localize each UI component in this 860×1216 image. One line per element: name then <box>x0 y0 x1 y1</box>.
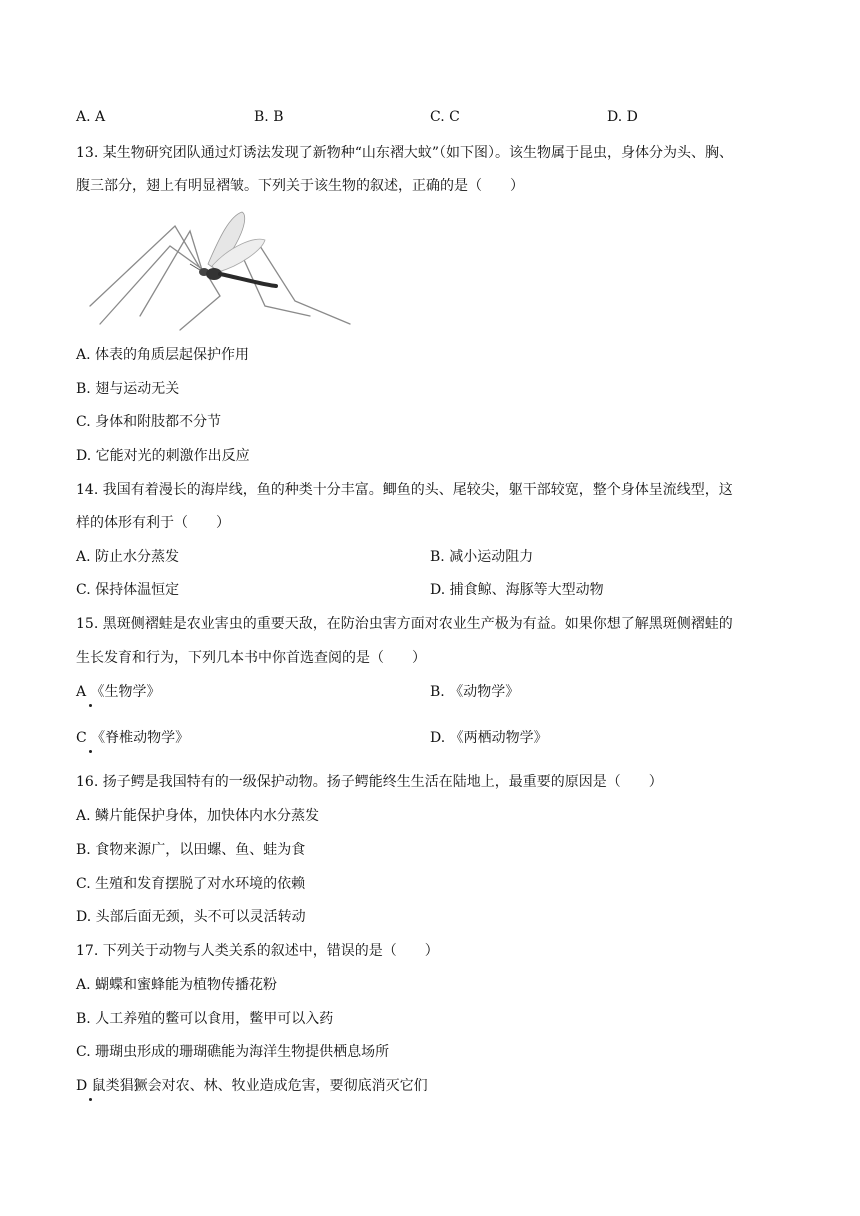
q16-option-d: D. 头部后面无颈，头不可以灵活转动 <box>76 909 306 925</box>
q14-stem-line1: 14. 我国有着漫长的海岸线，鱼的种类十分丰富。鲫鱼的头、尾较尖，躯干部较宽，整个身体呈流线型，这 <box>76 482 733 498</box>
q15-option-c-dot <box>89 750 92 753</box>
q16-option-a: A. 鳞片能保护身体，加快体内水分蒸发 <box>76 808 320 824</box>
q15-option-b: B. 《动物学》 <box>430 684 520 700</box>
prev-option-d: D. D <box>607 109 638 125</box>
q13-option-a: A. 体表的角质层起保护作用 <box>76 347 250 363</box>
q17-stem-line1: 17. 下列关于动物与人类关系的叙述中，错误的是（ ） <box>76 943 439 959</box>
q15-option-a-dot <box>89 704 92 707</box>
crane-fly-illustration <box>80 206 360 332</box>
q17-option-a: A. 蝴蝶和蜜蜂能为植物传播花粉 <box>76 977 278 993</box>
q16-option-b: B. 食物来源广，以田螺、鱼、蛙为食 <box>76 842 306 858</box>
q13-option-c: C. 身体和附肢都不分节 <box>76 414 222 430</box>
prev-option-b: B. B <box>254 109 284 125</box>
q14-option-b: B. 减小运动阻力 <box>430 549 534 565</box>
q13-stem-line1: 13. 某生物研究团队通过灯诱法发现了新物种“山东褶大蚊”（如下图）。该生物属于昆虫，身体分为头、胸、 <box>76 145 734 161</box>
q17-option-d-dot <box>89 1098 92 1101</box>
q13-stem-line2: 腹三部分，翅上有明显褶皱。下列关于该生物的叙述，正确的是（ ） <box>76 178 524 194</box>
prev-option-c: C. C <box>430 109 460 125</box>
q14-option-d: D. 捕食鲸、海豚等大型动物 <box>430 582 604 598</box>
q15-option-a: A 《生物学》 <box>76 684 161 700</box>
q15-stem-line2: 生长发育和行为，下列几本书中你首选查阅的是（ ） <box>76 650 426 666</box>
q14-option-c: C. 保持体温恒定 <box>76 582 180 598</box>
q17-option-d: D 鼠类猖獗会对农、林、牧业造成危害，要彻底消灭它们 <box>76 1078 428 1094</box>
q16-stem-line1: 16. 扬子鳄是我国特有的一级保护动物。扬子鳄能终生生活在陆地上，最重要的原因是（ ） <box>76 774 663 790</box>
q15-option-d: D. 《两栖动物学》 <box>430 730 548 746</box>
q13-option-b: B. 翅与运动无关 <box>76 381 180 397</box>
q17-option-c: C. 珊瑚虫形成的珊瑚礁能为海洋生物提供栖息场所 <box>76 1044 390 1060</box>
prev-option-a: A. A <box>76 109 106 125</box>
q16-option-c: C. 生殖和发育摆脱了对水环境的依赖 <box>76 876 306 892</box>
q15-stem-line1: 15. 黑斑侧褶蛙是农业害虫的重要天敌，在防治虫害方面对农业生产极为有益。如果你想了解黑斑侧褶蛙的 <box>76 616 733 632</box>
q13-option-d: D. 它能对光的刺激作出反应 <box>76 448 250 464</box>
q14-stem-line2: 样的体形有利于（ ） <box>76 515 230 531</box>
q15-option-c: C 《脊椎动物学》 <box>76 730 190 746</box>
q17-option-b: B. 人工养殖的鳖可以食用，鳖甲可以入药 <box>76 1011 334 1027</box>
q14-option-a: A. 防止水分蒸发 <box>76 549 180 565</box>
